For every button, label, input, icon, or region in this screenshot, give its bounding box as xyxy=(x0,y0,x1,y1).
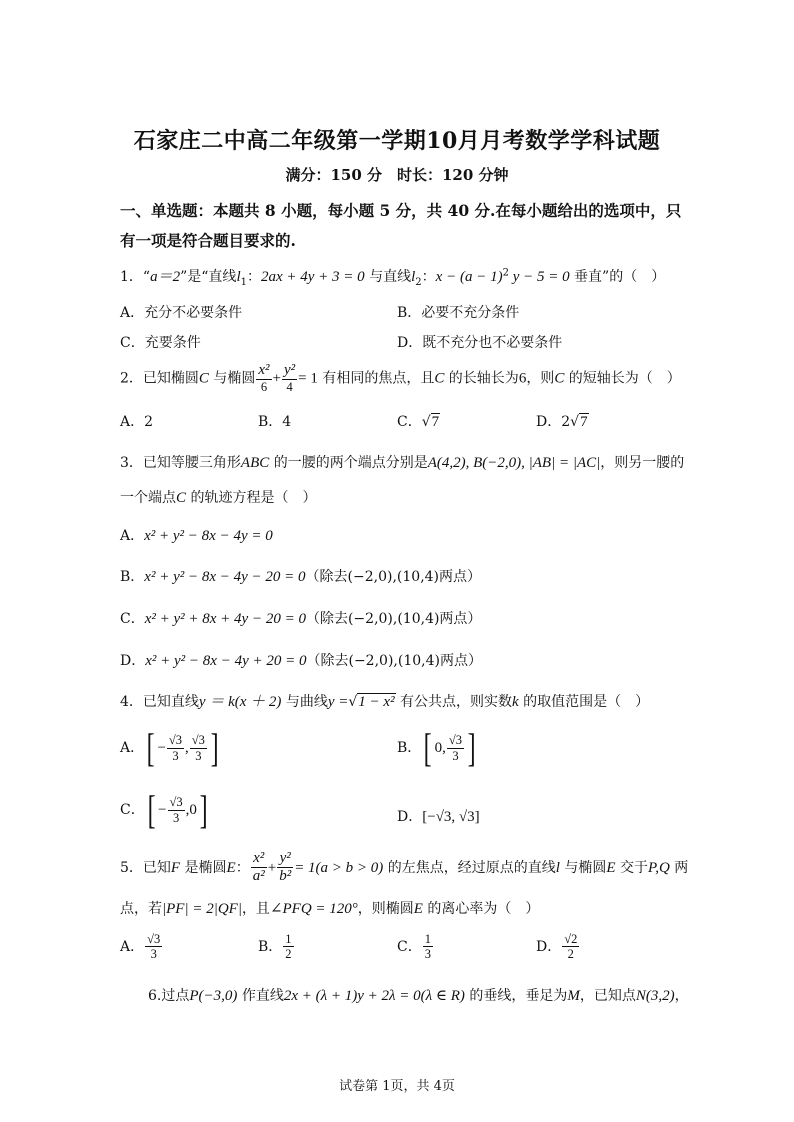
q3-option-a-label: A． xyxy=(120,528,145,544)
q2-c: C xyxy=(198,370,209,387)
q2-six: 6 xyxy=(518,370,527,387)
q3-option-b-eq: x² + y² − 8x − 4y − 20 = 0 xyxy=(144,569,306,585)
q2-option-c: C．√7 xyxy=(397,414,440,430)
q5-c-frac-num: 1 xyxy=(424,932,431,946)
q4-option-d-value: [−√3, √3] xyxy=(422,809,480,825)
q3-option-c-eq: x² + y² + 8x + 4y − 20 = 0 xyxy=(144,611,306,627)
q3-t1: 3．已知等腰三角形 xyxy=(120,455,241,471)
question-4: 4．已知直线y ＝ k(x ＋ 2) 与曲线y =√1 − x² 有公共点，则实数k 的取值范围是（ ） xyxy=(120,694,650,710)
q1-eq2a: x − (a − 1) xyxy=(435,269,503,285)
q3-option-b xyxy=(120,566,481,586)
q5-d-frac-den: 2 xyxy=(567,947,574,962)
q3-option-d-note: （除去(−2,0),(10,4)两点） xyxy=(306,653,482,669)
q5-frac2-num: y² xyxy=(277,850,293,868)
q5-frac1-den: a² xyxy=(252,868,265,885)
q1-option-d: D．既不充分也不必要条件 xyxy=(397,335,563,351)
q1-eq2b: y − 5 = 0 xyxy=(508,269,570,285)
q4-t4: 的取值范围是（ ） xyxy=(518,694,650,710)
q3-abc: ABC xyxy=(240,455,270,471)
q4-option-d xyxy=(397,806,480,826)
q4-curve-sqrt: 1 − x² xyxy=(358,694,395,710)
q2-num: 2．已知椭圆 xyxy=(120,370,199,387)
q4-k: k xyxy=(512,694,519,710)
q2-c2: C xyxy=(434,370,445,387)
q3-option-c-label: C． xyxy=(120,611,145,627)
q2-c3: C xyxy=(554,370,565,387)
q2-frac1 xyxy=(256,362,271,395)
q4-option-a-label: A． xyxy=(120,740,145,756)
q3-points: A(4,2), B(−2,0), |AB| = |AC| xyxy=(427,455,601,471)
q1-option-c: C．充要条件 xyxy=(120,335,201,351)
q2-frac1-den: 6 xyxy=(260,380,268,395)
q5-a-frac xyxy=(145,932,162,962)
q5-frac1 xyxy=(251,850,267,886)
q4-option-b-label: B． xyxy=(397,740,422,756)
q5-t4: 与椭圆 xyxy=(559,859,607,876)
q5-a-frac-den: 3 xyxy=(150,947,157,962)
q1-eq2-sup: 2 xyxy=(502,267,509,279)
q3-t5: 的轨迹方程是（ ） xyxy=(186,490,317,506)
q5-option-b xyxy=(258,932,295,962)
q6-m: M xyxy=(567,988,580,1004)
q2-frac2 xyxy=(282,362,297,395)
q5-t10: 的离心率为（ ） xyxy=(422,901,540,917)
q5-angle: ∠PFQ = 120° xyxy=(269,901,358,917)
q5-t1: 5．已知 xyxy=(120,859,171,876)
q1-eq1: 2ax + 4y + 3 = 0 xyxy=(260,269,365,285)
q4-a-frac1-den: 3 xyxy=(172,748,179,763)
q5-cond: = 1(a > b > 0) xyxy=(294,859,384,876)
q1-l2-sub: 2 xyxy=(415,276,422,288)
q3-c: C xyxy=(176,490,187,506)
q5-option-b-label: B． xyxy=(258,938,283,955)
question-6 xyxy=(148,985,689,1005)
q6-t5: ， xyxy=(674,988,689,1004)
q5-option-a xyxy=(120,932,163,962)
q4-b-rbracket: ] xyxy=(467,725,476,770)
q2-option-a: A．2 xyxy=(120,414,154,430)
q5-f: F xyxy=(170,859,181,876)
q3-option-a-eq: x² + y² − 8x − 4y = 0 xyxy=(144,528,273,544)
q4-a-frac2 xyxy=(190,733,207,763)
q6-t1: 6.过点 xyxy=(148,988,190,1004)
q3-t3: ，则另一腰的 xyxy=(600,455,685,471)
q6-t4: ，已知点 xyxy=(579,988,636,1004)
q4-b-lbracket: [ xyxy=(423,725,432,770)
q5-b-frac-num: 1 xyxy=(285,932,292,946)
q5-t6: 两 xyxy=(669,859,689,876)
q4-c-frac-den: 3 xyxy=(172,810,180,825)
q5-option-d-label: D． xyxy=(536,938,562,955)
q6-line: 2x + (λ + 1)y + 2λ = 0(λ ∈ R) xyxy=(283,988,465,1004)
question-3-line1 xyxy=(120,452,684,472)
q2-option-b: B．4 xyxy=(258,414,292,430)
q6-t2: 作直线 xyxy=(237,988,284,1004)
q1-l1-sub: 1 xyxy=(240,276,247,288)
q5-pf: |PF| = 2|QF| xyxy=(162,901,242,917)
q4-a-lbracket: [ xyxy=(146,725,155,770)
q1-option-a: A．充分不必要条件 xyxy=(120,305,243,321)
q4-c-rbracket: ] xyxy=(199,787,208,832)
q5-option-c xyxy=(397,932,434,962)
q2-frac1-num: x² xyxy=(256,362,271,380)
q5-t2: 是椭圆 xyxy=(180,859,227,876)
page-footer: 试卷第 1页，共 4页 xyxy=(339,1079,455,1094)
q6-p: P(−3,0) xyxy=(189,988,238,1004)
q2-frac2-num: y² xyxy=(282,362,297,380)
q5-d-frac-num: √2 xyxy=(564,932,578,946)
q3-option-b-label: B． xyxy=(120,569,145,585)
q5-d-frac xyxy=(562,932,579,962)
q2-t3: 的长轴长为 xyxy=(444,370,519,387)
q1-text-b: ”是“直线 xyxy=(180,269,237,285)
q5-option-a-label: A． xyxy=(120,938,145,955)
exam-info: 满分：150 分 时长：120 分钟 xyxy=(285,166,509,184)
section-heading-line1: 一、单选题：本题共 8 小题，每小题 5 分，共 40 分.在每小题给出的选项中，只 xyxy=(120,201,682,220)
question-2 xyxy=(120,362,681,395)
q3-option-c xyxy=(120,608,481,628)
q4-t3: 有公共点，则实数 xyxy=(395,694,513,710)
question-3-line2 xyxy=(120,487,316,507)
q1-a-eq: a＝2 xyxy=(150,269,181,285)
q4-option-d-label: D． xyxy=(397,809,423,825)
q4-b-frac-den: 3 xyxy=(452,748,459,763)
q4-b-frac xyxy=(447,733,464,763)
q5-t5: 交于 xyxy=(615,859,648,876)
q4-b-zero: 0, xyxy=(434,740,446,756)
q2-eq: = 1 xyxy=(298,370,318,387)
q1-num: 1． xyxy=(120,269,143,285)
q5-frac2 xyxy=(277,850,293,886)
q5-t3: 的左焦点，经过原点的直线 xyxy=(383,859,556,876)
q2-option-d-label: D．2 xyxy=(536,414,571,430)
q2-option-d: D．2√7 xyxy=(536,414,588,430)
q5-e3: E xyxy=(413,901,423,917)
q4-t2: 与曲线 xyxy=(281,694,328,710)
q5-a-frac-num: √3 xyxy=(147,932,161,946)
q4-a-frac1-num: √3 xyxy=(168,733,183,748)
q3-option-a xyxy=(120,525,273,545)
q5-b-frac-den: 2 xyxy=(285,947,292,962)
q4-option-b xyxy=(397,725,478,770)
q3-option-b-note: （除去(−2,0),(10,4)两点） xyxy=(305,569,482,585)
q5-pq: P,Q xyxy=(648,859,670,876)
q3-option-d xyxy=(120,650,482,670)
q1-text-a: “ xyxy=(142,269,151,285)
q5-b-frac xyxy=(283,932,293,962)
q4-c-lbracket: [ xyxy=(147,787,156,832)
q5-plus: + xyxy=(267,859,277,876)
q2-t5: 的短轴长为（ ） xyxy=(564,370,681,387)
q5-c-frac xyxy=(423,932,433,962)
q2-option-c-value: 7 xyxy=(431,414,440,430)
q4-a-frac2-num: √3 xyxy=(191,733,205,748)
q4-line: y ＝ k(x ＋ 2) xyxy=(198,694,282,710)
q6-n: N(3,2) xyxy=(635,988,675,1004)
q2-option-c-label: C． xyxy=(397,414,422,430)
q2-plus: + xyxy=(272,370,282,387)
q4-t1: 4．已知直线 xyxy=(120,694,199,710)
q4-option-a: A．[ − $\frac{√3}{3}$ , $\frac{√3}{3}$ ] xyxy=(120,725,219,770)
q4-c-zero: ,0 xyxy=(185,802,197,818)
q1-colon1: ： xyxy=(246,269,261,285)
q3-option-c-note: （除去(−2,0),(10,4)两点） xyxy=(305,611,482,627)
q1-l2: l xyxy=(411,269,416,285)
question-5-line2 xyxy=(120,898,539,918)
q5-e2: E xyxy=(606,859,616,876)
q4-c-frac-num: √3 xyxy=(169,795,183,810)
q5-c-frac-den: 3 xyxy=(424,947,431,962)
q2-t1: 与椭圆 xyxy=(208,370,256,387)
question-5-line1 xyxy=(120,850,688,886)
q6-t3: 的垂线，垂足为 xyxy=(464,988,568,1004)
q5-l: l xyxy=(555,859,560,876)
q2-option-d-value: 7 xyxy=(580,414,588,430)
q4-a-rbracket: ] xyxy=(210,725,219,770)
q5-frac2-den: b² xyxy=(279,868,292,885)
q3-t2: 的一腰的两个端点分别是 xyxy=(269,455,428,471)
q2-frac2-den: 4 xyxy=(286,380,293,395)
q3-t4: 一个端点 xyxy=(120,490,176,506)
q5-option-c-label: C． xyxy=(397,938,422,955)
q1-option-b: B．必要不充分条件 xyxy=(397,305,520,321)
q5-e: E xyxy=(226,859,236,876)
q5-t8: ，且 xyxy=(241,901,270,917)
q4-option-c-label: C． xyxy=(120,802,145,818)
question-1 xyxy=(120,265,665,288)
q2-t4: ，则 xyxy=(526,370,555,387)
q4-curve-a: y = xyxy=(327,694,349,710)
q4-c-frac xyxy=(168,795,185,825)
q3-option-d-eq: x² + y² − 8x − 4y + 20 = 0 xyxy=(145,653,307,669)
q1-colon2: ： xyxy=(421,269,436,285)
q5-t9: ，则椭圆 xyxy=(357,901,414,917)
q4-option-c: C．[ − $\frac{√3}{3}$ ,0] xyxy=(120,787,208,832)
q1-text-d: 垂直”的（ ） xyxy=(569,269,666,285)
q5-option-d xyxy=(536,932,580,962)
q5-colon: ： xyxy=(235,859,250,876)
q5-t7: 点，若 xyxy=(120,901,162,917)
q1-l1: l xyxy=(236,269,241,285)
q5-frac1-num: x² xyxy=(251,850,267,868)
q2-t2: 有相同的焦点，且 xyxy=(317,370,435,387)
q4-a-frac2-den: 3 xyxy=(195,748,202,763)
section-heading-line2: 有一项是符合题目要求的. xyxy=(120,231,296,250)
q4-b-frac-num: √3 xyxy=(448,733,462,748)
q1-text-c: 与直线 xyxy=(364,269,412,285)
q4-a-frac1 xyxy=(167,733,184,763)
exam-title: 石家庄二中高二年级第一学期10月月考数学学科试题 xyxy=(133,128,661,154)
q3-option-d-label: D． xyxy=(120,653,146,669)
